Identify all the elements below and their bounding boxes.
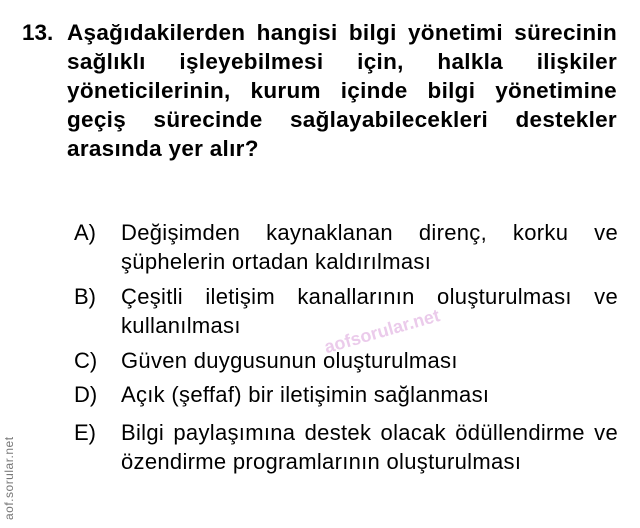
- option-e-text: Bilgi paylaşımına destek olacak ödüllendirme ve özendirme programlarının oluşturulması: [121, 420, 618, 474]
- option-e-letter: E): [74, 420, 96, 445]
- option-a-text: Değişimden kaynaklanan direnç, korku ve şüphelerin ortadan kaldırılması: [121, 220, 618, 274]
- question-number: 13.: [22, 20, 54, 45]
- option-d-text: Açık (şeffaf) bir iletişimin sağlanması: [121, 382, 490, 407]
- option-b-letter: B): [74, 284, 96, 309]
- option-c-text: Güven duygusunun oluşturulması: [121, 348, 458, 373]
- option-a-letter: A): [74, 220, 96, 245]
- center-watermark: aofsorular.net: [322, 305, 442, 358]
- side-watermark: aof.sorular.net: [2, 436, 16, 520]
- option-c-letter: C): [74, 348, 98, 373]
- option-b-text: Çeşitli iletişim kanallarının oluşturulması ve kullanılması: [121, 284, 618, 338]
- question-text: Aşağıdakilerden hangisi bilgi yönetimi sürecinin sağlıklı işleyebilmesi için, halkla ilişkiler yöneticilerinin, kurum içinde bilgi yönetimine geçiş sürecinde sağlayabilecekleri destekler arasında yer alır?: [67, 20, 617, 161]
- option-d-letter: D): [74, 382, 98, 407]
